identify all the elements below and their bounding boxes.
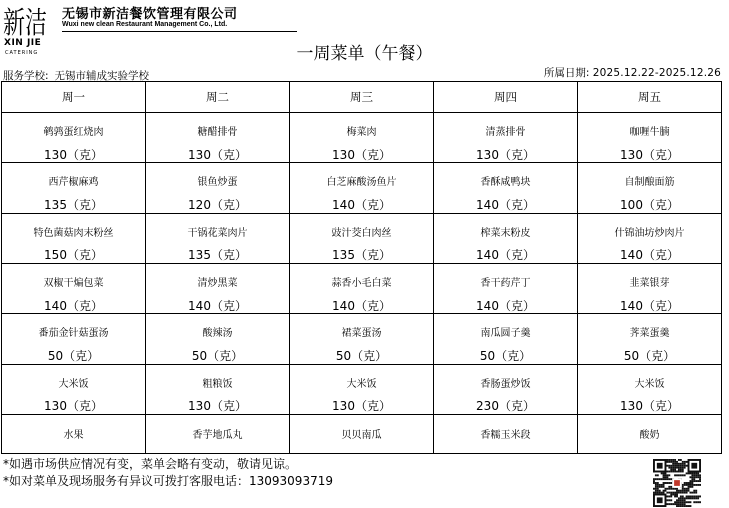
dish-amount: 100（克） [578, 198, 722, 213]
dish-row [2, 213, 722, 248]
dish-name: 白芝麻酸汤鱼片 [290, 163, 434, 198]
amount-row [2, 249, 722, 264]
extra-item: 酸奶 [578, 414, 722, 453]
dish-amount: 130（克） [146, 399, 290, 414]
dish-name: 榨菜末粉皮 [434, 213, 578, 248]
dish-amount: 135（克） [290, 249, 434, 264]
dish-name: 自制酿面筋 [578, 163, 722, 198]
dish-name: 大米饭 [2, 364, 146, 399]
amount-row [2, 198, 722, 213]
dish-row [2, 364, 722, 399]
company-name-en: Wuxi new clean Restaurant Management Co., Ltd. [62, 21, 228, 28]
dish-amount: 50（克） [290, 349, 434, 364]
extra-item: 香芋地瓜丸 [146, 414, 290, 453]
amount-row [2, 349, 722, 364]
dish-amount: 140（克） [290, 299, 434, 314]
menu-body [2, 113, 722, 454]
dish-amount: 140（克） [2, 299, 146, 314]
dish-amount: 50（克） [2, 349, 146, 364]
qr-code [653, 459, 701, 507]
date-info [544, 65, 721, 80]
dish-amount: 140（克） [434, 299, 578, 314]
dish-amount: 120（克） [146, 198, 290, 213]
dish-name: 豉汁茭白肉丝 [290, 213, 434, 248]
dish-amount: 130（克） [2, 399, 146, 414]
dish-amount: 230（克） [434, 399, 578, 414]
dish-row [2, 314, 722, 349]
dish-name: 鹌鹑蛋红烧肉 [2, 113, 146, 148]
dish-row [2, 163, 722, 198]
extra-item: 香糯玉米段 [434, 414, 578, 453]
dish-amount: 130（克） [2, 148, 146, 163]
dish-name: 番茄金针菇蛋汤 [2, 314, 146, 349]
dish-amount: 130（克） [434, 148, 578, 163]
dish-amount: 140（克） [146, 299, 290, 314]
dish-name: 韭菜银芽 [578, 263, 722, 298]
school-label: 服务学校: [3, 70, 49, 82]
dish-name: 双椒干煸包菜 [2, 263, 146, 298]
dish-amount: 50（克） [146, 349, 290, 364]
dish-row [2, 113, 722, 148]
dish-name: 什锦油坊炒肉片 [578, 213, 722, 248]
day-header: 周三 [290, 82, 434, 113]
logo-sub-text: CATERING [5, 50, 39, 56]
dish-name: 香肠蛋炒饭 [434, 364, 578, 399]
day-header: 周五 [578, 82, 722, 113]
dish-amount: 130（克） [578, 148, 722, 163]
day-header: 周二 [146, 82, 290, 113]
dish-amount: 140（克） [578, 249, 722, 264]
dish-row [2, 263, 722, 298]
dish-name: 粗粮饭 [146, 364, 290, 399]
day-header: 周一 [2, 82, 146, 113]
dish-name: 香酥咸鸭块 [434, 163, 578, 198]
dish-name: 裙菜蛋汤 [290, 314, 434, 349]
dish-amount: 130（克） [290, 148, 434, 163]
amount-row [2, 299, 722, 314]
dish-name: 南瓜圆子羹 [434, 314, 578, 349]
dish-amount: 140（克） [434, 249, 578, 264]
contact-line: *如对菜单及现场服务有异议可拨打客服电话：13093093719 [3, 474, 333, 488]
dish-name: 香干药芹丁 [434, 263, 578, 298]
company-name-cn: 无锡市新洁餐饮管理有限公司 [62, 7, 238, 22]
extra-item: 贝贝南瓜 [290, 414, 434, 453]
dish-name: 银鱼炒蛋 [146, 163, 290, 198]
date-range: 2025.12.22-2025.12.26 [592, 67, 721, 79]
dish-name: 酸辣汤 [146, 314, 290, 349]
dish-name: 大米饭 [578, 364, 722, 399]
dish-name: 清蒸排骨 [434, 113, 578, 148]
school-name: 无锡市辅成实验学校 [54, 70, 150, 82]
dish-name: 梅菜肉 [290, 113, 434, 148]
dish-amount: 150（克） [2, 249, 146, 264]
dish-amount: 130（克） [146, 148, 290, 163]
dish-name: 咖喱牛腩 [578, 113, 722, 148]
dish-amount: 140（克） [578, 299, 722, 314]
logo-brand-text: XIN JIE [4, 38, 42, 48]
day-header-row [2, 82, 722, 113]
amount-row [2, 399, 722, 414]
dish-name: 糖醋排骨 [146, 113, 290, 148]
dish-amount: 130（克） [578, 399, 722, 414]
dish-name: 特色菌菇肉末粉丝 [2, 213, 146, 248]
dish-amount: 135（克） [146, 249, 290, 264]
day-header: 周四 [434, 82, 578, 113]
dish-amount: 50（克） [578, 349, 722, 364]
dish-amount: 130（克） [290, 399, 434, 414]
dish-amount: 140（克） [434, 198, 578, 213]
dish-amount: 50（克） [434, 349, 578, 364]
amount-row [2, 148, 722, 163]
logo-glyph: 新洁 [3, 6, 47, 41]
dish-amount: 140（克） [290, 198, 434, 213]
header-divider [62, 31, 297, 32]
dish-name: 荠菜蛋羹 [578, 314, 722, 349]
date-label: 所属日期: [543, 67, 590, 79]
dish-name: 蒜香小毛白菜 [290, 263, 434, 298]
dish-amount: 135（克） [2, 198, 146, 213]
menu-title: 一周菜单（午餐） [296, 44, 433, 64]
dish-name: 西芹椒麻鸡 [2, 163, 146, 198]
extra-item: 水果 [2, 414, 146, 453]
dish-name: 清炒黑菜 [146, 263, 290, 298]
notice-line: *如遇市场供应情况有变，菜单会略有变动，敬请见谅。 [3, 457, 298, 471]
dish-name: 干锅花菜肉片 [146, 213, 290, 248]
extras-row [2, 414, 722, 453]
dish-name: 大米饭 [290, 364, 434, 399]
menu-table [1, 81, 722, 454]
